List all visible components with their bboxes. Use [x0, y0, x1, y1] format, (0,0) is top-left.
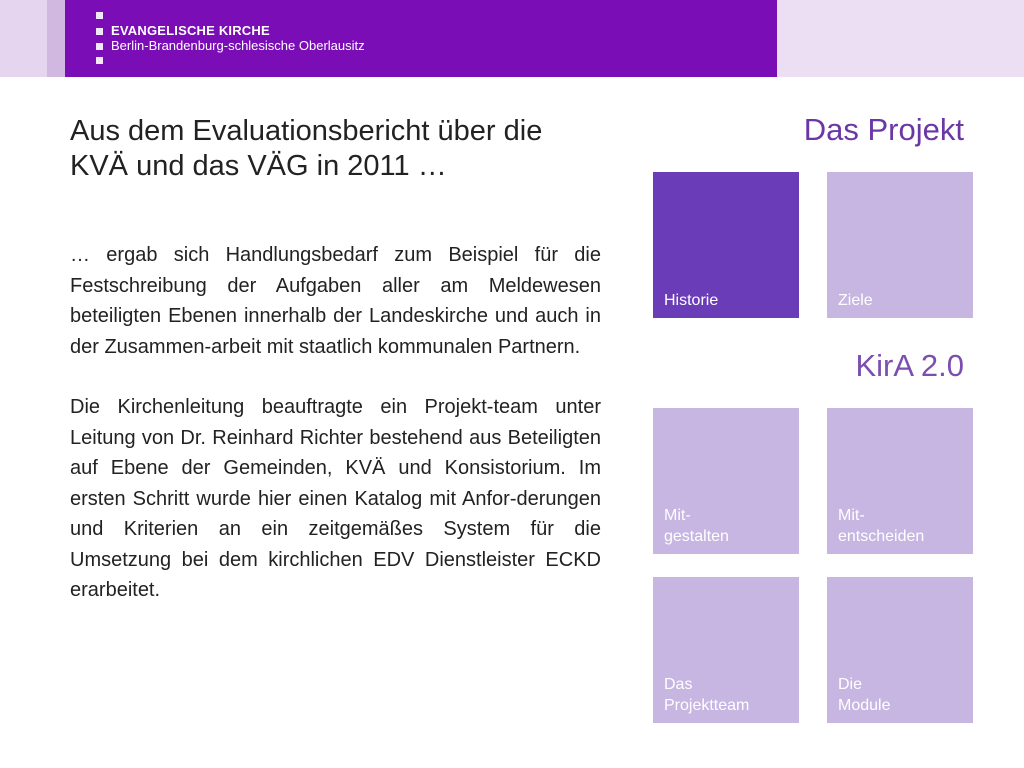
tile-label: Historie — [664, 292, 719, 309]
tile-label: Mit- gestalten — [664, 507, 729, 545]
tile-label: Ziele — [838, 292, 873, 309]
tile-projektteam[interactable] — [653, 577, 799, 723]
tile-mitentscheiden[interactable] — [827, 408, 973, 554]
paragraph: Die Kirchenleitung beauftragte ein Projekt-team unter Leitung von Dr. Reinhard Richter bestehend aus Beteiligten auf Ebene der Gemeinden, KVÄ und Konsistorium. Im ersten Schritt wurde hier einen Katalog mit Anfor-derungen und Kriterien an ein zeitgemäßes System für die Umsetzung bei dem kirchlichen EDV Dienstleister ECKD erarbeitet. — [70, 396, 601, 601]
header-band-right — [777, 0, 1024, 77]
tile-label: Die Module — [838, 676, 891, 714]
page-title: Aus dem Evaluationsbericht über die KVÄ und das VÄG in 2011 … — [70, 115, 543, 182]
tile-label: Mit- entscheiden — [838, 507, 925, 545]
org-name: EVANGELISCHE KIRCHE — [111, 23, 270, 38]
header-band-strip — [47, 0, 65, 77]
project-subtitle: KirA 2.0 — [855, 348, 964, 383]
tile-historie[interactable] — [653, 172, 799, 318]
paragraph: … ergab sich Handlungsbedarf zum Beispiel für die Festschreibung der Aufgaben aller am Meldewesen beteiligten Ebenen innerhalb der Landeskirche und auch in der Zusammen-arbeit mit staatlich kommunalen Partnern. — [70, 244, 601, 358]
tile-mitgestalten[interactable] — [653, 408, 799, 554]
org-region: Berlin-Brandenburg-schlesische Oberlausitz — [111, 38, 365, 53]
tile-label: Das Projektteam — [664, 676, 750, 714]
tile-ziele[interactable] — [827, 172, 973, 318]
body-text — [70, 240, 601, 606]
org-logo — [111, 24, 365, 54]
section-title: Das Projekt — [803, 112, 964, 147]
cross-logo-icon — [94, 12, 104, 66]
tile-module[interactable] — [827, 577, 973, 723]
header-band-left — [0, 0, 47, 77]
